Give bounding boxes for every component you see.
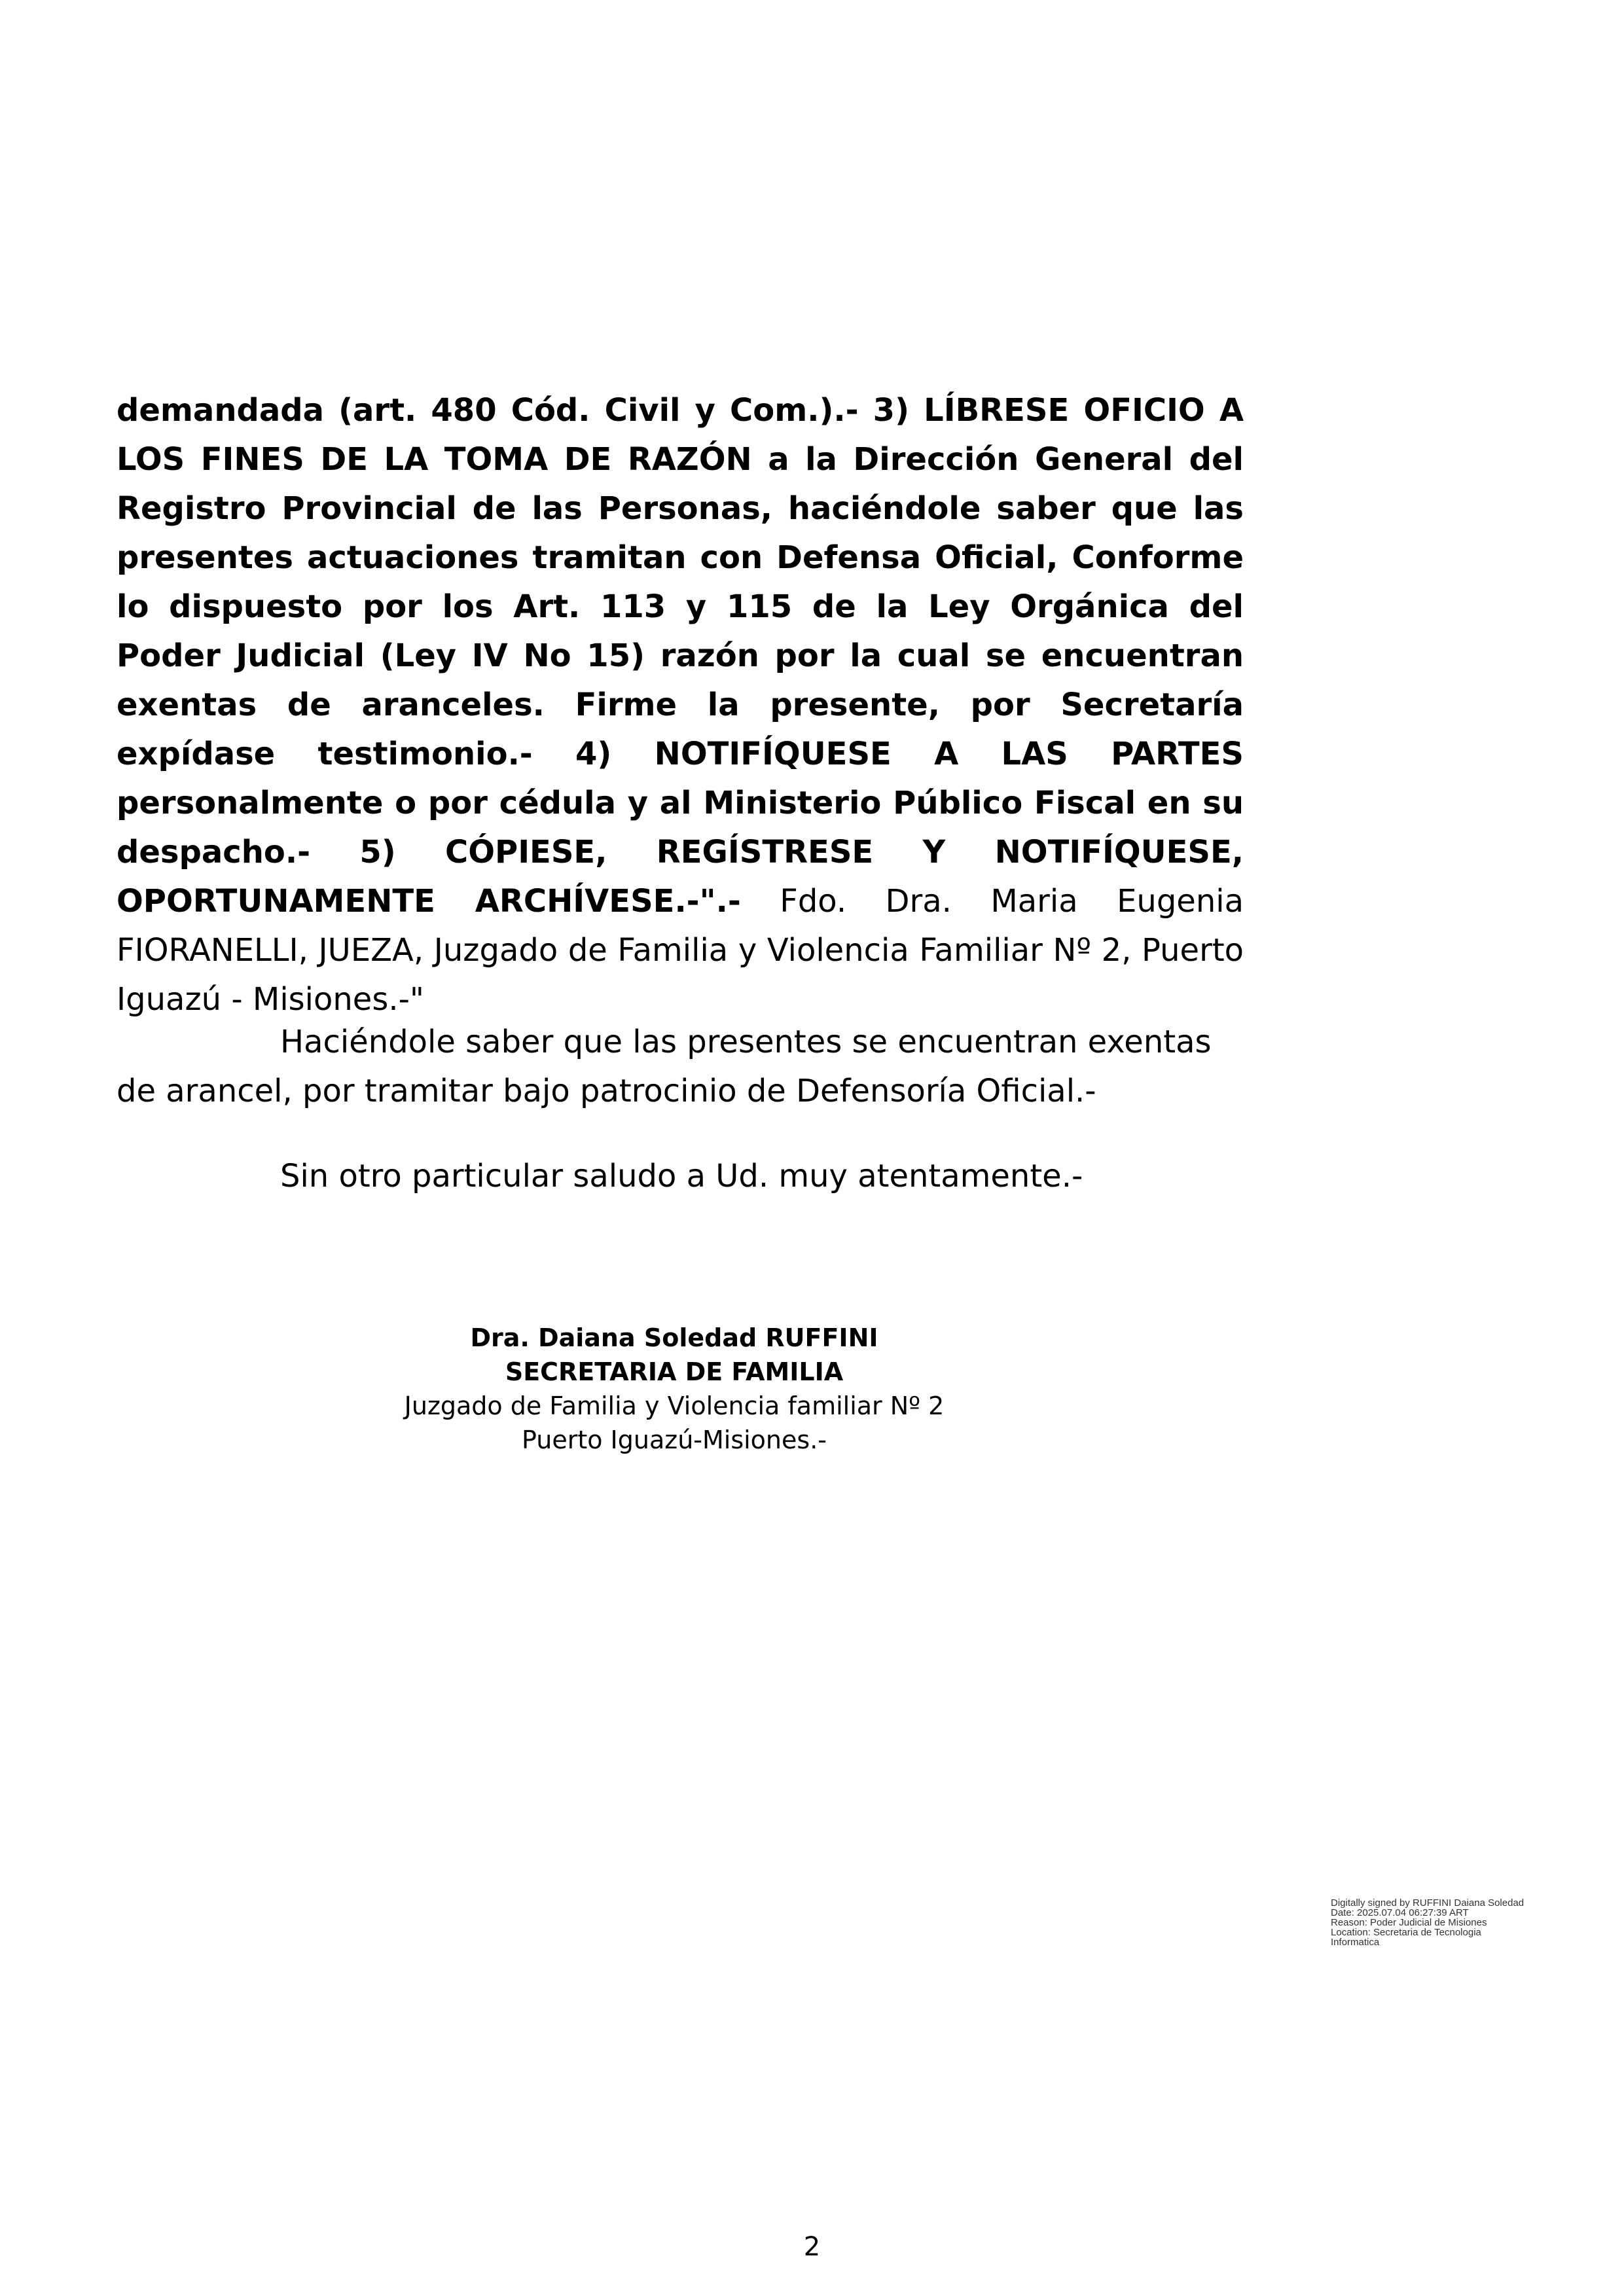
page-number: 2 [803,2232,821,2262]
signer-location: Puerto Iguazú-Misiones.- [521,1426,827,1454]
body-bold-text: demandada (art. 480 Cód. Civil y Com.).- 3) LÍBRESE OFICIO A LOS FINES DE LA TOMA DE RAZÓN a la Dirección General del Registro Provincial de las Personas, haciéndole saber que las presentes actuaciones tramitan con Defensa Oficial, Conforme lo dispuesto por los Art. 113 y 115 de la Ley Orgánica del Poder Judicial (Ley IV No 15) razón por la cual se encuentran exentas de aranceles. Firme la presente, por Secretaría expídase testimonio.- 4) NOTIFÍQUESE A LAS PARTES personalmente o por cédula y al Ministerio Público Fiscal en su despacho.- 5) CÓPIESE, REGÍSTRESE Y NOTIFÍQUESE, OPORTUNAMENTE ARCHÍVESE.-".- [117,392,1244,920]
closing-paragraph: Sin otro particular saludo a Ud. muy atentamente.- [280,1158,1083,1194]
signer-role: SECRETARIA DE FAMILIA [505,1357,844,1386]
signer-name: Dra. Daiana Soledad RUFFINI [470,1323,878,1352]
signature-block [353,1321,995,1457]
body-paragraph [117,386,1244,1024]
body-signed-by-text: Fdo. Dra. Maria Eugenia FIORANELLI, JUEZA, Juzgado de Familia y Violencia Familiar Nº 2, Puerto Iguazú - Misiones.-" [117,883,1244,1018]
digital-signature-signed-by: Digitally signed by RUFFINI Daiana Soledad [1331,1897,1525,1909]
signer-court: Juzgado de Familia y Violencia familiar Nº 2 [404,1391,945,1420]
exemption-paragraph: Haciéndole saber que las presentes se encuentran exentas de arancel, por tramitar bajo patrocinio de Defensoría Oficial.- [117,1024,1212,1109]
digital-signature-reason: Reason: Poder Judicial de Misiones [1331,1917,1487,1928]
digital-signature-location: Location: Secretaria de Tecnologia Informatica [1331,1927,1481,1948]
digital-signature-date: Date: 2025.07.04 06:27:39 ART [1331,1907,1469,1918]
digital-signature-stamp [1331,1898,1527,1947]
